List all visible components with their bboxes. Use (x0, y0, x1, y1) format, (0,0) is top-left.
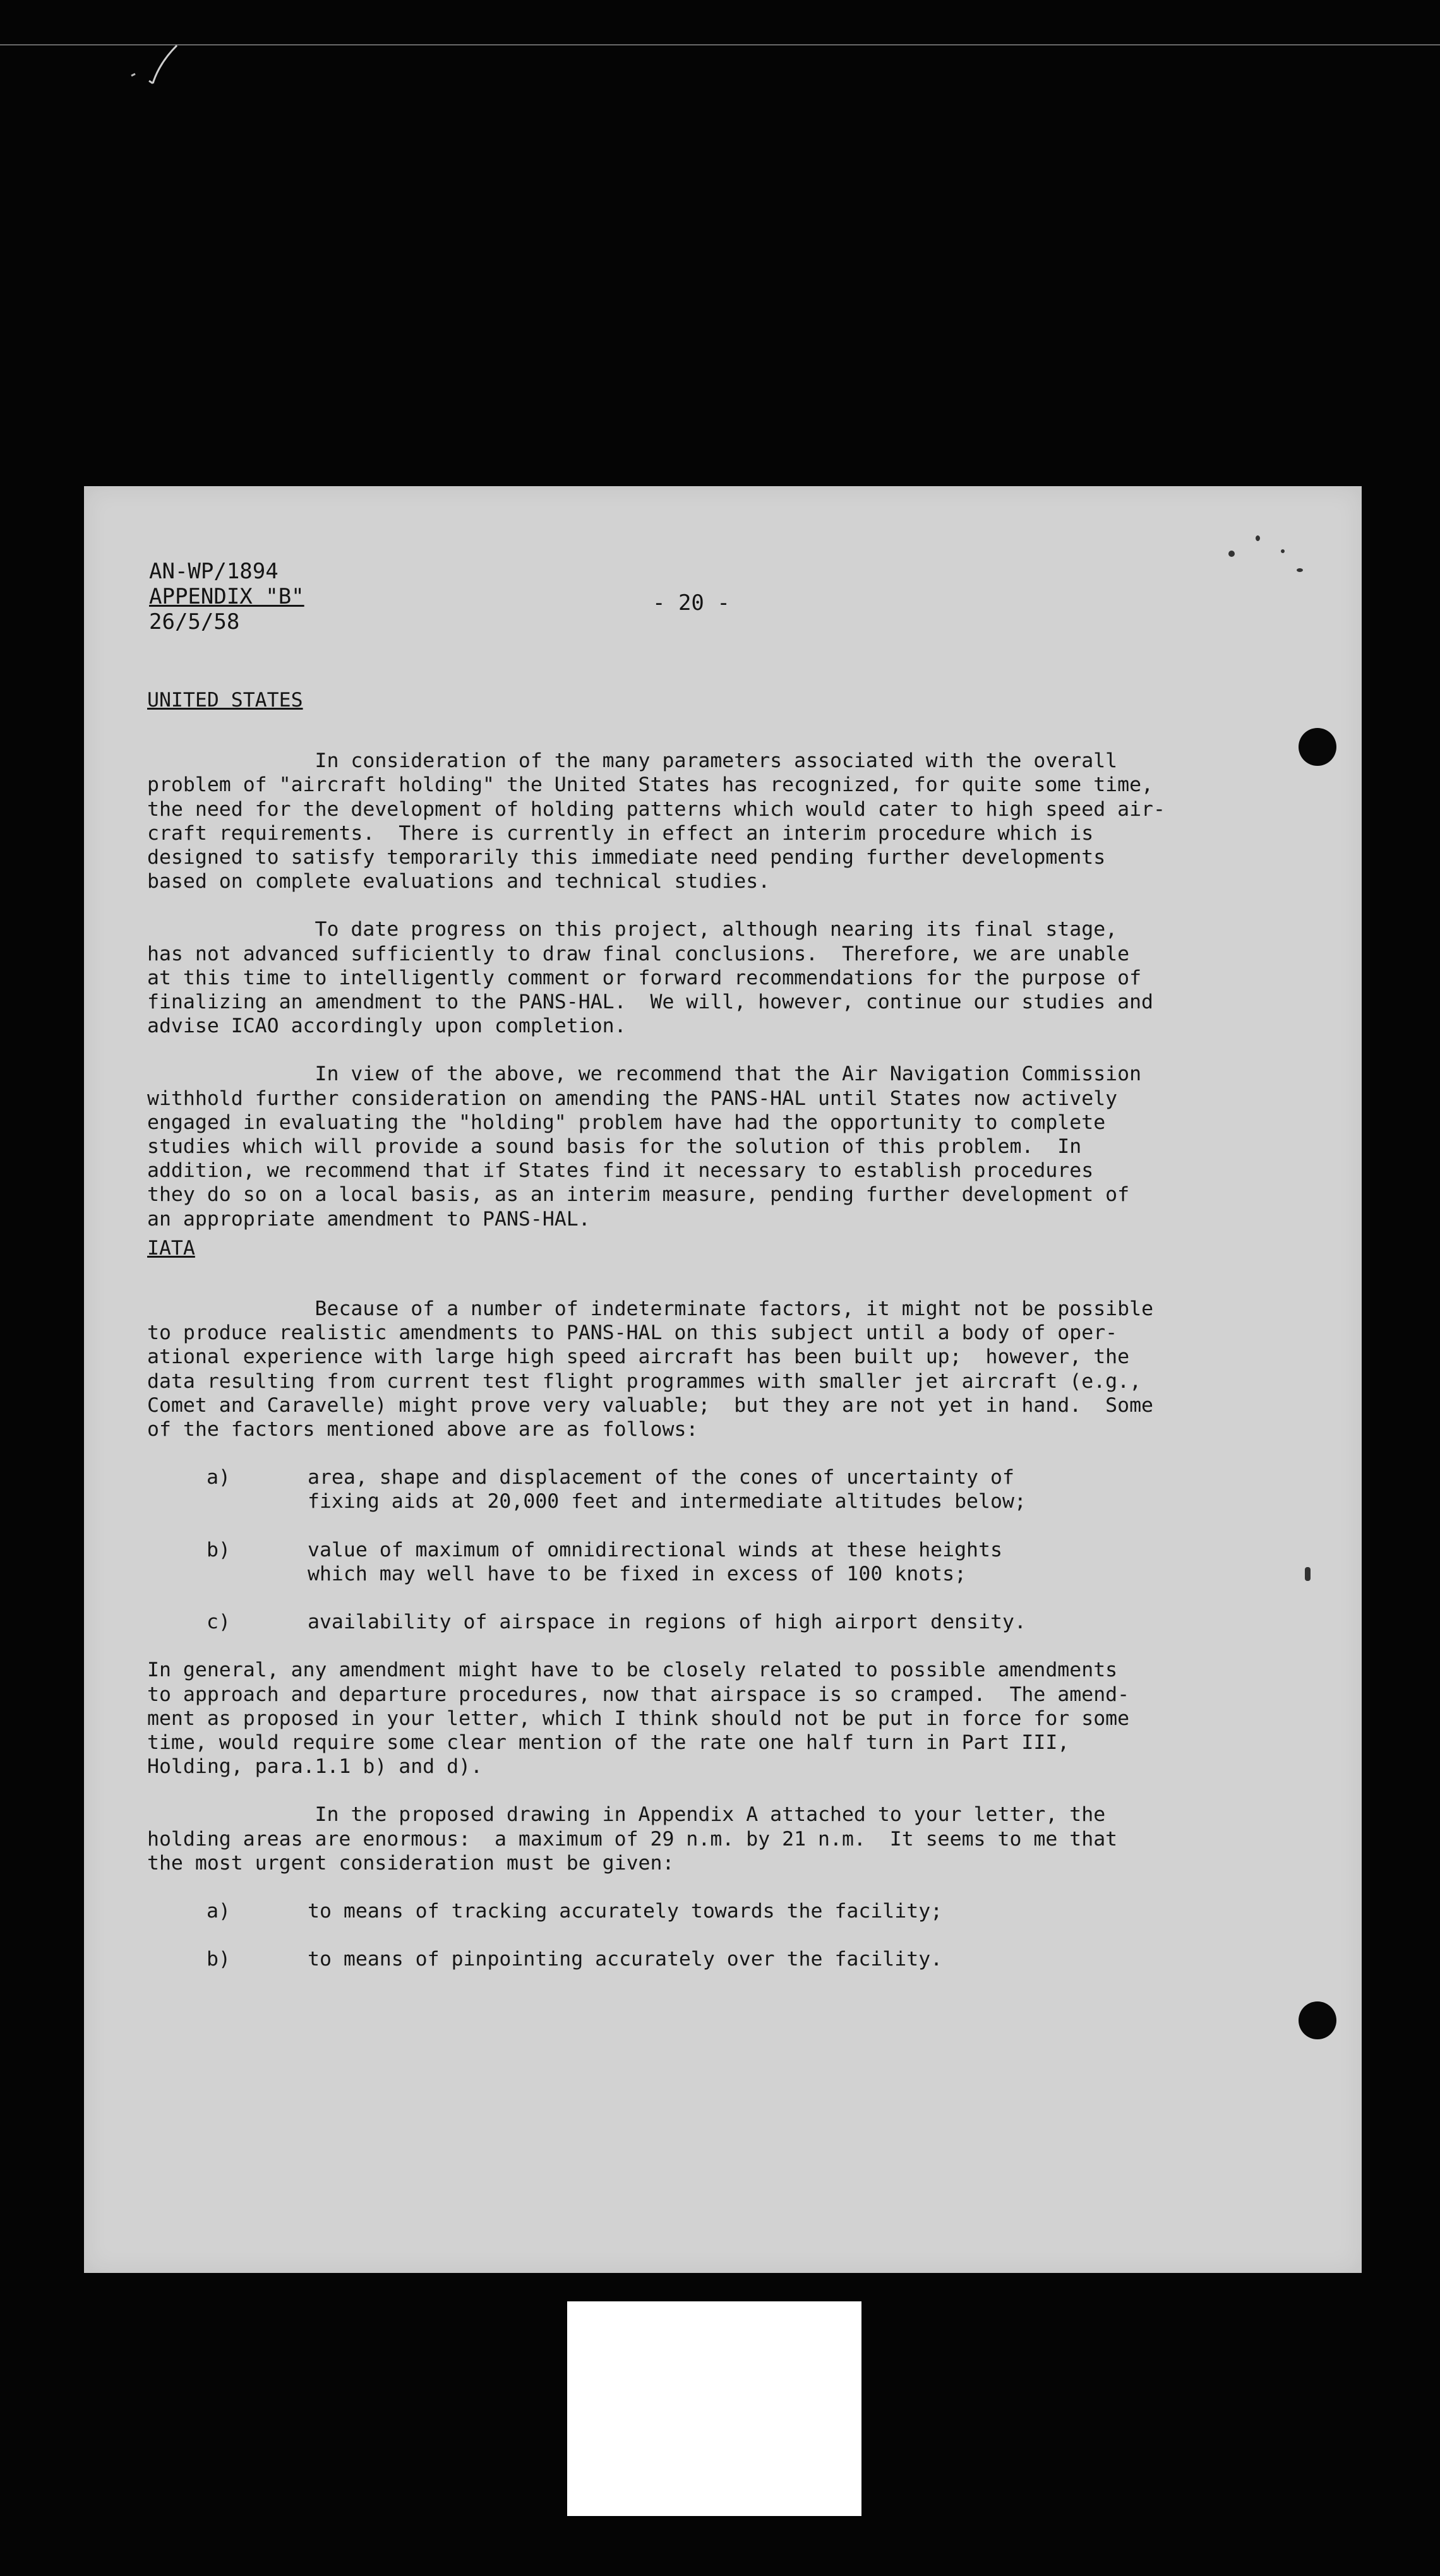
paragraph: To date progress on this project, although nearing its final stage, has not advanced sufficiently to draw final conclusions. Therefore, we are unable at this time to intelligently comment or forward recommendations for the purpose of finalizing an amendment to the PANS-HAL. We will, however, continue our studies and advise ICAO accordingly upon completion. (147, 918, 1154, 1038)
list-item-text: availability of airspace in regions of high airport density. (308, 1611, 1026, 1634)
list-marker: b) (207, 1948, 231, 1971)
blank-target-card (567, 2301, 861, 2516)
film-edge-line (0, 44, 1440, 45)
list-item-text: area, shape and displacement of the cones of uncertainty of fixing aids at 20,000 feet and intermediate altitudes below; (308, 1466, 1026, 1513)
list-item (147, 1899, 1290, 1923)
punch-hole-top (1299, 728, 1336, 766)
section-heading-iata: IATA (147, 1236, 195, 1260)
page-number: - 20 - (652, 590, 730, 616)
speck (1256, 535, 1260, 541)
appendix-label: APPENDIX "B" (149, 584, 304, 609)
speck (1305, 1567, 1311, 1581)
speck (1297, 568, 1303, 572)
paragraph: In view of the above, we recommend that the Air Navigation Commission withhold further consideration on amending the PANS-HAL until States now actively engaged in evaluating the "holding" problem have had the opportunity to complete studies which will provide a sound basis for the solution of this problem. In addition, we recommend that if States find it necessary to establish procedures they do so on a local basis, as an interim measure, pending further development of an appropriate amendment to PANS-HAL. (147, 1063, 1142, 1231)
section-heading-united-states: UNITED STATES (147, 689, 303, 712)
document-header (149, 559, 304, 635)
list-item (147, 1947, 1290, 1971)
list-marker: c) (207, 1611, 231, 1634)
punch-hole-bottom (1299, 2001, 1336, 2039)
document-body (147, 688, 1290, 1995)
list-item (147, 1538, 1290, 1586)
speck (1228, 551, 1235, 557)
list-marker: a) (207, 1466, 231, 1489)
doc-date: 26/5/58 (149, 609, 240, 635)
paragraph: Because of a number of indeterminate factors, it might not be possible to produce realistic amendments to PANS-HAL on this subject until a body of oper- ational experience with large high speed aircraft has been built up; however, the data resulting from current test flight programmes with smaller jet aircraft (e.g., Comet and Caravelle) might prove very valuable; but they are not yet in hand. Some of the factors mentioned above are as follows: (147, 1297, 1154, 1441)
scratch-mark (126, 44, 183, 95)
list-marker: b) (207, 1538, 231, 1561)
paragraph: In consideration of the many parameters associated with the overall problem of "aircraft holding" the United States has recognized, for quite some time, the need for the development of holding patterns which would cater to high speed air- craft requirements. There is currently in effect an interim procedure which is designed to satisfy temporarily this immediate need pending further developments based on complete evaluations and technical studies. (147, 749, 1165, 893)
list-item-text: value of maximum of omnidirectional winds at these heights which may well have to be fixed in excess of 100 knots; (308, 1538, 1002, 1585)
list-item (147, 1465, 1290, 1513)
list-item-text: to means of pinpointing accurately over the facility. (308, 1948, 943, 1971)
list-item-text: to means of tracking accurately towards the facility; (308, 1899, 943, 1923)
list-item (147, 1610, 1290, 1634)
document-page (84, 486, 1362, 2273)
list-marker: a) (207, 1899, 231, 1923)
paragraph: In the proposed drawing in Appendix A attached to your letter, the holding areas are enormous: a maximum of 29 n.m. by 21 n.m. It seems to me that the most urgent consideration must be given: (147, 1803, 1118, 1875)
doc-reference: AN-WP/1894 (149, 559, 279, 584)
paragraph: In general, any amendment might have to be closely related to possible amendments to approach and departure procedures, now that airspace is so cramped. The amend- ment as proposed in your letter, which I think should not be put in force for some time, would require some clear mention of the rate one half turn in Part III, Holding, para.1.1 b) and d). (147, 1659, 1130, 1779)
speck (1281, 549, 1285, 553)
